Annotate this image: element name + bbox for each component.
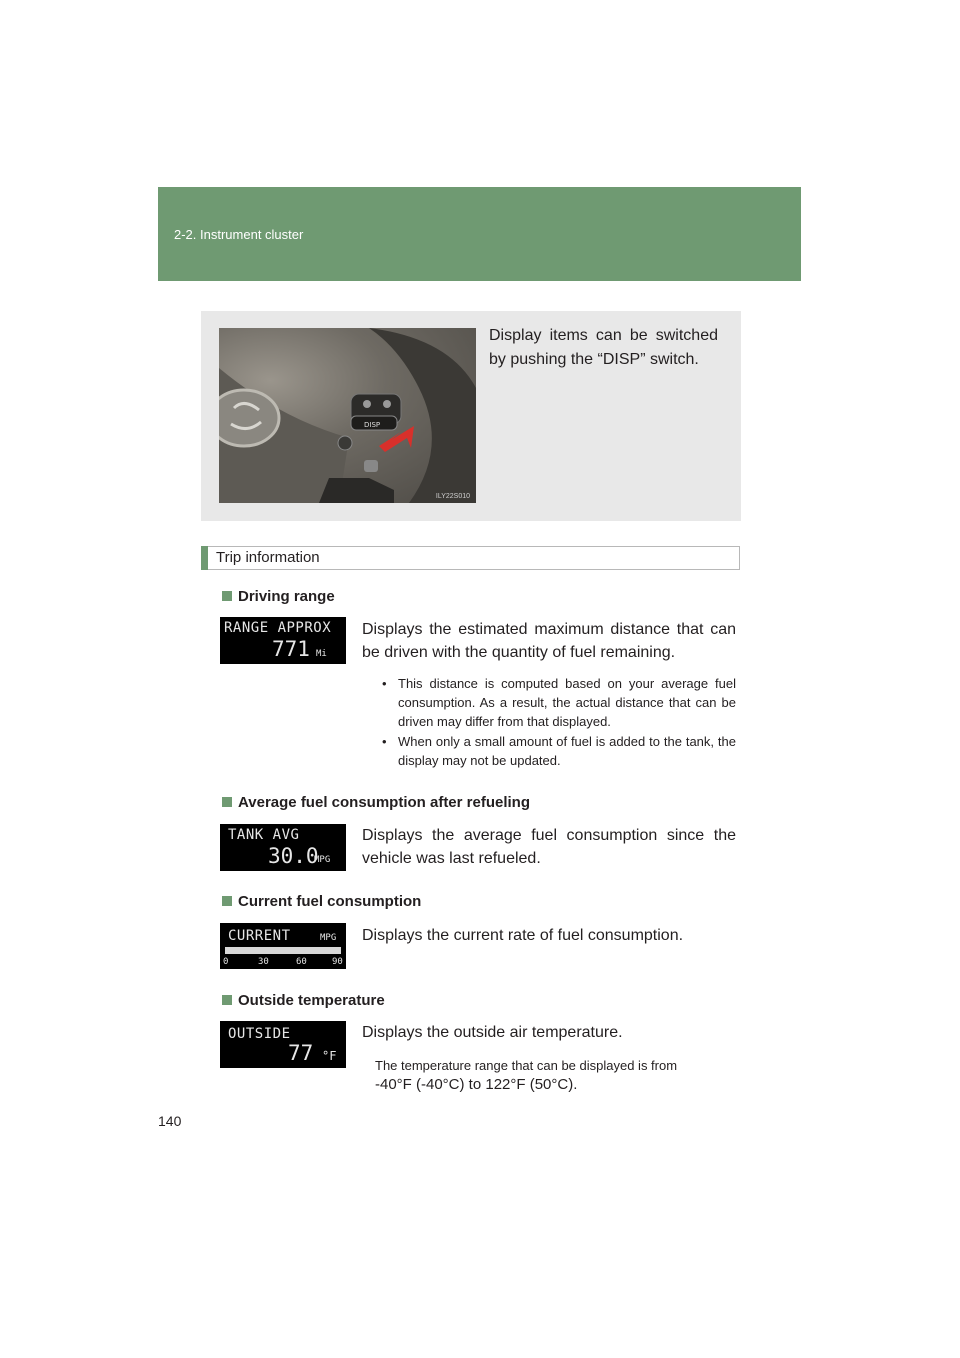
outside-temp-desc: Displays the outside air temperature. [362,1024,623,1041]
heading-square-icon [222,995,232,1005]
steering-wheel-drawing [219,328,476,503]
current-fuel-heading: Current fuel consumption [222,893,421,910]
lcd-value: 30.0 [268,844,319,868]
heading-square-icon [222,896,232,906]
lcd-unit: Mi [316,649,327,659]
outside-temp-display [220,1021,346,1068]
average-fuel-heading: Average fuel consumption after refueling [222,794,530,811]
current-fuel-desc: Displays the current rate of fuel consumption. [362,927,684,944]
driving-range-display [220,617,346,664]
note-line-2: -40°F (-40°C) to 122°F (50°C). [375,1076,578,1093]
scale-60: 60 [296,957,307,967]
lcd-label: TANK AVG [228,827,300,843]
driving-range-desc: Displays the estimated maximum distance that can be driven with the quantity of fuel remaining. [362,621,736,661]
driving-range-heading: Driving range [222,588,335,605]
lcd-unit: MPG [320,933,337,943]
scale-30: 30 [258,957,269,967]
image-code: ILY22S010 [435,493,470,500]
average-fuel-desc: Displays the average fuel consumption since the vehicle was last refueled. [362,827,736,867]
trip-info-title: Trip information [216,549,320,566]
lcd-unit: MPG [314,855,331,865]
title-accent [201,546,208,570]
section-title: 2-2. Instrument cluster [174,227,304,242]
heading-square-icon [222,797,232,807]
outside-temp-heading: Outside temperature [222,992,385,1009]
trip-info-title-bar [201,546,740,570]
scale-90: 90 [332,957,343,967]
current-fuel-display [220,923,346,969]
driving-range-bullet-2: • When only a small amount of fuel is added to the tank, the display may not be updated. [382,734,736,768]
note-line-1: The temperature range that can be displayed is from [375,1058,678,1073]
lcd-value: 771 [272,637,310,661]
outside-temp-note [375,1056,736,1094]
header-bar [158,187,801,281]
page-number: 140 [158,1113,182,1129]
steering-wheel-illustration [219,328,476,503]
average-fuel-display [220,824,346,871]
lcd-label: RANGE APPROX [224,620,332,636]
intro-text: Display items can be switched by pushing the “DISP” switch. [489,327,718,368]
lcd-unit: °F [322,1049,337,1063]
fuel-bar-gauge [225,947,341,954]
lcd-label: CURRENT [228,928,291,944]
scale-0: 0 [223,957,229,967]
driving-range-bullet-1: • This distance is computed based on your average fuel consumption. As a result, the actual distance that can be driven may differ from that displayed. [382,676,736,729]
lcd-value: 77 [288,1041,314,1065]
heading-square-icon [222,591,232,601]
lcd-label: OUTSIDE [228,1026,291,1042]
disp-switch-label: DISP [364,421,381,429]
